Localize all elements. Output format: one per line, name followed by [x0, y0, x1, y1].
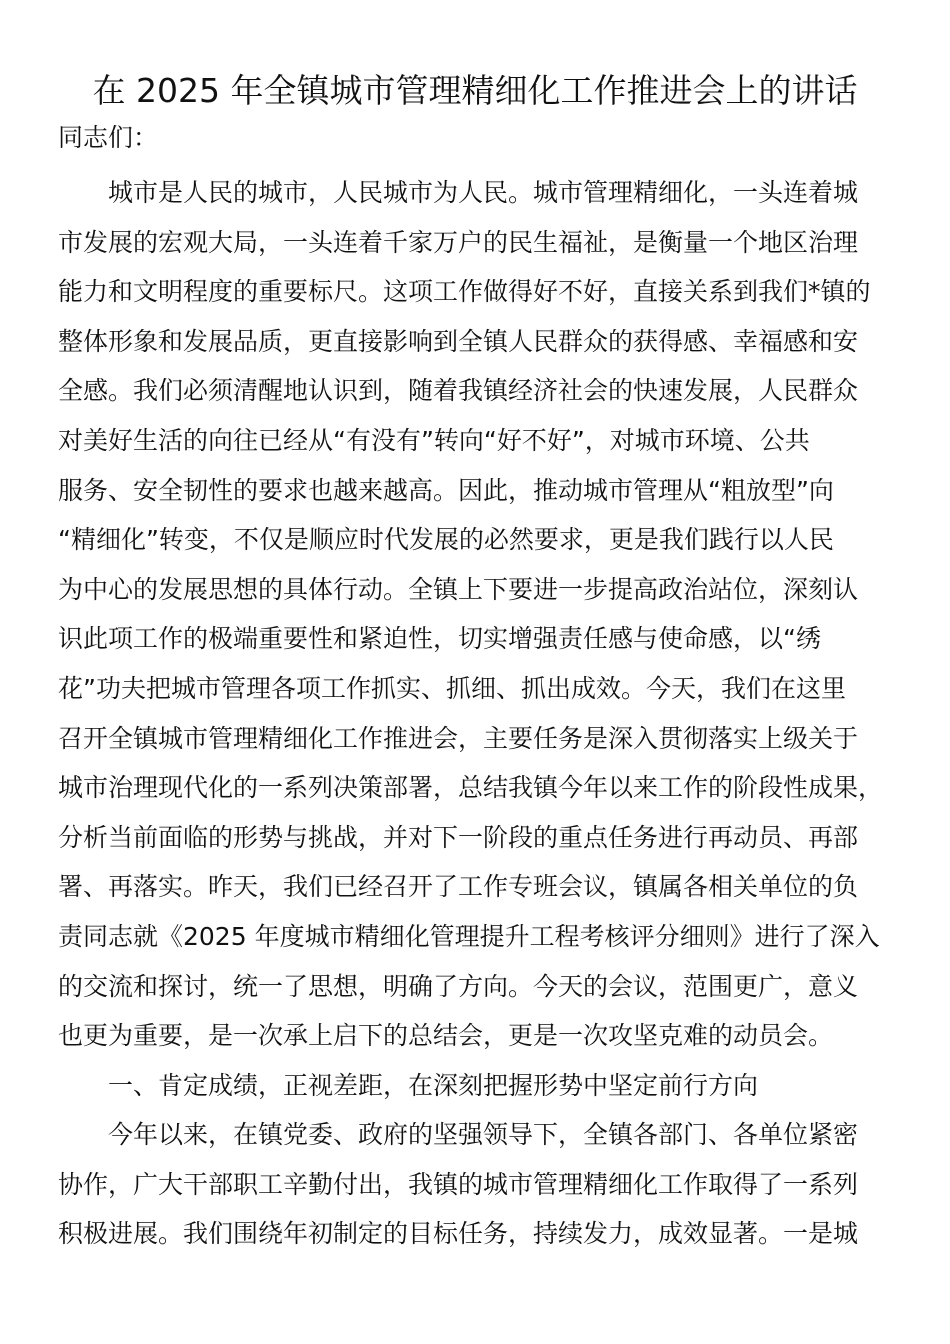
- document-title: 在 2025 年全镇城市管理精细化工作推进会上的讲话: [92, 71, 858, 110]
- paragraph-line: 今年以来，在镇党委、政府的坚强领导下，全镇各部门、各单位紧密: [108, 1120, 859, 1150]
- paragraph-line: 也更为重要，是一次承上启下的总结会，更是一次攻坚克难的动员会。: [58, 1021, 834, 1051]
- paragraph-line: 市发展的宏观大局，一头连着千家万户的民生福祉，是衡量一个地区治理: [58, 227, 859, 257]
- paragraph-line: 协作，广大干部职工辛勤付出，我镇的城市管理精细化工作取得了一系列: [58, 1169, 859, 1199]
- paragraph-line: 召开全镇城市管理精细化工作推进会，主要任务是深入贯彻落实上级关于: [58, 723, 859, 753]
- paragraph-line: 整体形象和发展品质，更直接影响到全镇人民群众的获得感、幸福感和安: [58, 326, 859, 356]
- paragraph-line: 识此项工作的极端重要性和紧迫性，切实增强责任感与使命感，以“绣: [58, 624, 821, 654]
- paragraph-line: 能力和文明程度的重要标尺。这项工作做得好不好，直接关系到我们*镇的: [58, 277, 871, 307]
- paragraph-line: 的交流和探讨，统一了思想，明确了方向。今天的会议，范围更广，意义: [58, 971, 859, 1001]
- paragraph-line: 花”功夫把城市管理各项工作抓实、抓细、抓出成效。今天，我们在这里: [58, 673, 846, 703]
- paragraph-line: 对美好生活的向往已经从“有没有”转向“好不好”，对城市环境、公共: [58, 425, 810, 455]
- paragraph-line: 积极进展。我们围绕年初制定的目标任务，持续发力，成效显著。一是城: [58, 1219, 859, 1249]
- paragraph-line: 署、再落实。昨天，我们已经召开了工作专班会议，镇属各相关单位的负: [58, 872, 859, 902]
- paragraph-line: 服务、安全韧性的要求也越来越高。因此，推动城市管理从“粗放型”向: [58, 475, 834, 505]
- paragraph-line: “精细化”转变，不仅是顺应时代发展的必然要求，更是我们践行以人民: [58, 525, 834, 555]
- salutation: 同志们：: [58, 123, 159, 152]
- paragraph-line: 城市是人民的城市，人民城市为人民。城市管理精细化，一头连着城: [108, 178, 859, 207]
- paragraph-line: 责同志就《2025 年度城市精细化管理提升工程考核评分细则》进行了深入: [58, 921, 880, 951]
- paragraph-line: 全感。我们必须清醒地认识到，随着我镇经济社会的快速发展，人民群众: [58, 376, 859, 406]
- section-heading: 一、肯定成绩，正视差距，在深刻把握形势中坚定前行方向: [108, 1070, 759, 1100]
- paragraph-line: 城市治理现代化的一系列决策部署，总结我镇今年以来工作的阶段性成果，: [58, 773, 884, 803]
- document-body: [58, 168, 898, 1259]
- paragraph-line: 分析当前面临的形势与挑战，并对下一阶段的重点任务进行再动员、再部: [58, 822, 859, 852]
- paragraph-line: 为中心的发展思想的具体行动。全镇上下要进一步提高政治站位，深刻认: [58, 574, 859, 604]
